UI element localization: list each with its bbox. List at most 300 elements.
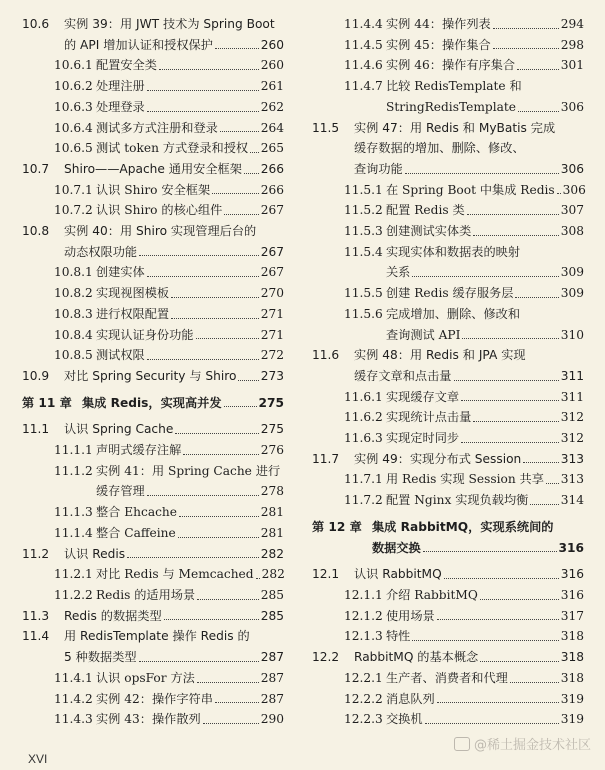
toc-page-number: 265 (260, 141, 284, 156)
dot-leader (493, 28, 559, 29)
toc-entry-number: 11.3 (22, 608, 50, 623)
toc-page-number: 319 (560, 712, 584, 727)
toc-entry-number: 第 11 章 (22, 395, 72, 410)
toc-entry-number: 12.1 (312, 567, 340, 582)
toc-entry[interactable] (22, 544, 284, 565)
toc-entry-title: 测试 token 方式登录和授权 (96, 141, 249, 156)
toc-entry-title: 测试多方式注册和登录 (96, 120, 218, 135)
toc-page-number: 285 (260, 587, 284, 602)
toc-entry[interactable] (22, 138, 284, 159)
toc-entry-number: 10.6.4 (54, 120, 93, 135)
toc-page-number: 260 (260, 58, 284, 73)
toc-page-number: 278 (260, 484, 284, 499)
toc-entry[interactable] (22, 97, 284, 118)
toc-entry-number: 12.1.1 (344, 587, 383, 602)
dot-leader (515, 297, 558, 298)
toc-entry-title: 用 RedisTemplate 操作 Redis 的 (64, 629, 250, 644)
toc-entry-title: 认识 Shiro 的核心组件 (96, 203, 223, 218)
toc-page-number: 275 (260, 422, 284, 437)
dot-leader (480, 599, 559, 600)
toc-entry-title: 配置 Redis 类 (386, 203, 465, 218)
toc-page-number: 316 (558, 540, 584, 555)
toc-entry[interactable] (22, 709, 284, 730)
toc-page-number: 313 (560, 472, 584, 487)
toc-right-column (312, 14, 584, 730)
toc-entry[interactable] (22, 564, 284, 585)
toc-entry[interactable] (312, 407, 584, 428)
toc-entry-title: 介绍 RabbitMQ (386, 587, 478, 602)
toc-page-number: 312 (560, 431, 584, 446)
toc-entry-title: 实例 39：用 JWT 技术为 Spring Boot (64, 17, 275, 31)
toc-page-number: 276 (260, 443, 284, 458)
toc-entry-number: 10.7 (22, 161, 50, 176)
toc-entry-number: 10.6.5 (54, 141, 93, 156)
toc-entry[interactable] (312, 283, 584, 304)
toc-entry-number: 11.4.5 (344, 37, 383, 52)
toc-page-number: 267 (260, 203, 284, 218)
toc-entry[interactable] (22, 200, 284, 221)
dot-leader (220, 131, 259, 132)
dot-leader (224, 214, 258, 215)
toc-entry-number: 11.4.3 (54, 712, 93, 727)
dot-leader (462, 338, 558, 339)
dot-leader (405, 173, 559, 174)
toc-entry-number: 第 12 章 (312, 519, 362, 534)
dot-leader (518, 111, 559, 112)
dot-leader (244, 173, 259, 174)
toc-page-number: 314 (560, 493, 584, 508)
toc-page-number: 270 (260, 286, 284, 301)
toc-entry-title: 整合 Caffeine (96, 525, 176, 540)
toc-entry[interactable] (312, 428, 584, 449)
toc-entry-title: 实现统计点击量 (386, 410, 472, 425)
toc-entry[interactable] (22, 221, 284, 262)
toc-page-number: 281 (260, 525, 284, 540)
toc-entry[interactable] (312, 180, 584, 201)
dot-leader (437, 619, 559, 620)
toc-entry-number: 11.4.1 (54, 670, 93, 685)
toc-page-number: 273 (260, 368, 284, 383)
dot-leader (147, 276, 259, 277)
toc-page-number: 271 (260, 306, 284, 321)
toc-entry[interactable] (22, 283, 284, 304)
toc-entry[interactable] (22, 523, 284, 544)
toc-entry-title: 整合 Ehcache (96, 505, 177, 520)
toc-page-number: 272 (260, 348, 284, 363)
dot-leader (203, 723, 259, 724)
toc-entry-number: 11.6 (312, 348, 340, 363)
toc-entry-number: 10.6 (22, 17, 50, 31)
toc-left-column (22, 14, 284, 730)
dot-leader (557, 193, 561, 194)
toc-entry-number: 11.1 (22, 422, 50, 437)
toc-entry[interactable] (22, 440, 284, 461)
toc-entry-title: 缓存文章和点击量 (354, 368, 452, 383)
toc-entry-number: 11.5.2 (344, 203, 383, 218)
toc-entry-title: 认识 Redis (64, 546, 126, 561)
watermark-text: @稀土掘金技术社区 (473, 738, 591, 753)
toc-entry-title: 认识 opsFor 方法 (96, 670, 195, 685)
juejin-logo-icon (454, 737, 470, 751)
toc-page-number: 311 (560, 389, 584, 404)
toc-entry-title: 测试权限 (96, 348, 145, 363)
toc-page-number: 261 (260, 79, 284, 94)
dot-leader (530, 504, 558, 505)
toc-page-number: 290 (260, 712, 284, 727)
dot-leader (178, 537, 259, 538)
toc-page-number: 267 (260, 265, 284, 280)
toc-entry-title: 使用场景 (386, 608, 435, 623)
toc-entry-title: 集成 RabbitMQ，实现系统间的 (372, 519, 554, 534)
dot-leader (171, 318, 259, 319)
toc-page-number: 313 (560, 451, 584, 466)
dot-leader (197, 682, 259, 683)
toc-entry[interactable] (312, 689, 584, 710)
toc-entry-number: 10.7.2 (54, 203, 93, 218)
toc-page-number: 317 (560, 608, 584, 623)
dot-leader (510, 682, 559, 683)
toc-entry[interactable] (312, 118, 584, 180)
toc-page-number: 287 (260, 650, 284, 665)
toc-entry-title: 实例 42：操作字符串 (96, 691, 213, 706)
dot-leader (412, 640, 558, 641)
toc-entry-number: 10.9 (22, 368, 50, 383)
toc-entry-title: 消息队列 (386, 691, 435, 706)
dot-leader (454, 380, 559, 381)
toc-entry-title: 配置安全类 (96, 58, 157, 73)
toc-entry-number: 12.2.3 (344, 712, 383, 727)
toc-entry-number: 11.6.3 (344, 431, 383, 446)
dot-leader (423, 551, 557, 552)
toc-entry-title: 创建 Redis 缓存服务层 (386, 286, 514, 301)
toc-entry[interactable] (22, 366, 284, 387)
toc-page-number: 311 (560, 368, 584, 383)
toc-page-number: 316 (560, 587, 584, 602)
toc-entry-title: 实例 41：用 Spring Cache 进行 (96, 463, 281, 478)
toc-entry[interactable] (312, 564, 584, 585)
toc-entry-number: 11.5.3 (344, 224, 383, 239)
toc-entry-title: 实例 44：操作列表 (386, 17, 491, 31)
toc-entry-title: 的 API 增加认证和授权保护 (64, 37, 213, 52)
toc-entry-title: 配置 Nginx 实现负载均衡 (386, 493, 529, 508)
toc-page-number: 287 (260, 691, 284, 706)
toc-chapter[interactable] (22, 393, 284, 414)
toc-entry-title: 实现视图模板 (96, 286, 170, 301)
toc-entry-number: 10.7.1 (54, 182, 93, 197)
toc-entry-number: 11.5.5 (344, 286, 383, 301)
toc-entry-title: 实例 47：用 Redis 和 MyBatis 完成 (354, 120, 556, 135)
toc-entry-number: 11.2 (22, 546, 50, 561)
toc-entry[interactable] (22, 262, 284, 283)
dot-leader (473, 421, 558, 422)
toc-page-number: 310 (560, 327, 584, 342)
toc-entry-number: 10.6.3 (54, 99, 93, 114)
dot-leader (215, 702, 259, 703)
toc-page-number: 264 (260, 120, 284, 135)
toc-entry[interactable] (22, 180, 284, 201)
toc-page-number: 266 (260, 161, 284, 176)
toc-entry-title: 集成 Redis，实现高并发 (82, 395, 222, 410)
dot-leader (139, 661, 259, 662)
toc-entry-number: 11.1.1 (54, 443, 93, 458)
toc-entry[interactable] (22, 325, 284, 346)
dot-leader (127, 557, 259, 558)
toc-page-number: 260 (260, 37, 284, 52)
dot-leader (238, 380, 258, 381)
dot-leader (546, 483, 559, 484)
toc-entry-number: 12.2.2 (344, 691, 383, 706)
dot-leader (467, 214, 559, 215)
toc-entry[interactable] (312, 668, 584, 689)
dot-leader (461, 400, 559, 401)
toc-entry-number: 11.5.6 (344, 306, 383, 321)
dot-leader (197, 599, 259, 600)
toc-page-number: 266 (260, 182, 284, 197)
toc-entry[interactable] (22, 626, 284, 667)
toc-entry[interactable] (312, 55, 584, 76)
toc-entry-title: 生产者、消费者和代理 (386, 670, 508, 685)
toc-entry-title: 实现缓存文章 (386, 389, 460, 404)
dot-leader (159, 69, 259, 70)
toc-entry-title: 认识 Shiro 安全框架 (96, 182, 211, 197)
dot-leader (183, 454, 258, 455)
toc-entry-title: 创建实体 (96, 265, 145, 280)
toc-entry[interactable] (22, 55, 284, 76)
toc-entry[interactable] (312, 35, 584, 56)
dot-leader (179, 516, 259, 517)
toc-entry[interactable] (312, 304, 584, 345)
dot-leader (412, 276, 558, 277)
toc-entry[interactable] (312, 585, 584, 606)
toc-entry-title: 实例 45：操作集合 (386, 37, 491, 52)
toc-entry-number: 11.4.4 (344, 17, 383, 31)
toc-entry[interactable] (312, 76, 584, 117)
toc-entry[interactable] (312, 709, 584, 730)
toc-entry-number: 10.6.1 (54, 58, 93, 73)
toc-entry-number: 11.4.7 (344, 79, 383, 94)
toc-entry[interactable] (312, 449, 584, 470)
dot-leader (256, 578, 260, 579)
toc-entry[interactable] (312, 242, 584, 283)
toc-entry-title: 认识 Spring Cache (64, 422, 174, 437)
toc-entry-title: 实现定时同步 (386, 431, 460, 446)
toc-entry-number: 11.1.3 (54, 505, 93, 520)
dot-leader (147, 495, 259, 496)
toc-page-number: 319 (560, 691, 584, 706)
toc-entry[interactable] (312, 647, 584, 668)
dot-leader (147, 359, 259, 360)
dot-leader (164, 619, 259, 620)
toc-page-number: 282 (260, 546, 284, 561)
toc-entry-title: 认识 RabbitMQ (354, 567, 442, 582)
dot-leader (139, 255, 259, 256)
toc-entry-number: 11.6.2 (344, 410, 383, 425)
toc-entry-title: 5 种数据类型 (64, 650, 137, 665)
dot-leader (425, 723, 559, 724)
toc-page-number: 275 (258, 395, 284, 410)
toc-entry[interactable] (312, 14, 584, 35)
toc-page-number: 262 (260, 99, 284, 114)
toc-entry-title: Shiro——Apache 通用安全框架 (64, 161, 242, 176)
toc-entry-title: 实例 40：用 Shiro 实现管理后台的 (64, 224, 257, 239)
toc-entry[interactable] (312, 387, 584, 408)
toc-entry[interactable] (312, 626, 584, 647)
toc-entry-title: 查询测试 API (386, 327, 461, 342)
toc-entry-number: 10.6.2 (54, 79, 93, 94)
dot-leader (461, 442, 559, 443)
dot-leader (215, 48, 259, 49)
toc-entry[interactable] (312, 606, 584, 627)
toc-page-number: 318 (560, 629, 584, 644)
toc-page-number: 318 (560, 670, 584, 685)
toc-entry-title: 缓存数据的增加、删除、修改、 (354, 141, 525, 156)
toc-page-number: 309 (560, 265, 584, 280)
toc-entry-title: 动态权限功能 (64, 244, 138, 259)
toc-entry[interactable] (312, 200, 584, 221)
toc-entry-number: 12.1.3 (344, 629, 383, 644)
toc-page-number: 271 (260, 327, 284, 342)
watermark (454, 734, 591, 753)
toc-page-number: 267 (260, 244, 284, 259)
toc-entry-number: 11.4.6 (344, 58, 383, 73)
toc-entry-number: 11.5.4 (344, 244, 383, 259)
toc-entry-title: 处理注册 (96, 79, 145, 94)
dot-leader (250, 152, 259, 153)
toc-entry-title: 对比 Spring Security 与 Shiro (64, 368, 237, 383)
toc-entry-title: 在 Spring Boot 中集成 Redis (386, 182, 555, 197)
toc-entry[interactable] (312, 490, 584, 511)
toc-page-number: 309 (560, 286, 584, 301)
toc-entry-number: 10.8.3 (54, 306, 93, 321)
toc-entry-title: Redis 的数据类型 (64, 608, 162, 623)
toc-entry[interactable] (22, 502, 284, 523)
dot-leader (523, 462, 558, 463)
toc-entry-title: 实现实体和数据表的映射 (386, 244, 521, 259)
dot-leader (517, 69, 559, 70)
toc-entry-number: 10.8.4 (54, 327, 93, 342)
dot-leader (212, 193, 259, 194)
toc-entry-number: 11.2.2 (54, 587, 93, 602)
toc-entry-title: 实例 49：实现分布式 Session (354, 451, 522, 466)
toc-page-number: 285 (260, 608, 284, 623)
toc-entry-title: Redis 的适用场景 (96, 587, 196, 602)
toc-entry-number: 11.7.1 (344, 472, 383, 487)
toc-page-number: 306 (562, 182, 586, 197)
dot-leader (473, 235, 558, 236)
toc-entry-title: 用 Redis 实现 Session 共享 (386, 472, 544, 487)
toc-entry[interactable] (22, 76, 284, 97)
toc-entry-title: 完成增加、删除、修改和 (386, 306, 521, 321)
toc-entry[interactable] (22, 419, 284, 440)
dot-leader (175, 433, 258, 434)
toc-entry-number: 12.2.1 (344, 670, 383, 685)
toc-entry-number: 11.1.2 (54, 463, 93, 478)
toc-entry[interactable] (22, 689, 284, 710)
dot-leader (493, 48, 559, 49)
toc-entry-number: 11.5 (312, 120, 340, 135)
dot-leader (171, 297, 259, 298)
toc-entry-title: 交换机 (386, 712, 423, 727)
toc-entry[interactable] (312, 345, 584, 386)
toc-entry-number: 10.8.1 (54, 265, 93, 280)
dot-leader (147, 90, 259, 91)
toc-entry[interactable] (22, 118, 284, 139)
toc-entry-title: 数据交换 (372, 540, 421, 555)
page-number: XVI (28, 752, 48, 766)
toc-entry-title: 进行权限配置 (96, 306, 170, 321)
toc-entry[interactable] (22, 159, 284, 180)
toc-page-number: 312 (560, 410, 584, 425)
toc-page-number: 281 (260, 505, 284, 520)
toc-entry-number: 11.7.2 (344, 493, 383, 508)
toc-page-number: 298 (560, 37, 584, 52)
toc-entry[interactable] (22, 668, 284, 689)
toc-chapter[interactable] (312, 517, 584, 558)
toc-entry-title: 比较 RedisTemplate 和 (386, 79, 522, 94)
toc-page-number: 316 (560, 567, 584, 582)
toc-page-number: 306 (560, 161, 584, 176)
toc-entry-title: 创建测试实体类 (386, 224, 472, 239)
dot-leader (437, 702, 559, 703)
toc-entry-number: 11.5.1 (344, 182, 383, 197)
toc-entry-title: 实例 43：操作散列 (96, 712, 201, 727)
toc-entry[interactable] (22, 345, 284, 366)
toc-page-number: 294 (560, 17, 584, 31)
toc-entry[interactable] (312, 469, 584, 490)
toc-entry-number: 12.2 (312, 650, 340, 665)
toc-entry-number: 11.4.2 (54, 691, 93, 706)
toc-entry-title: 关系 (386, 265, 411, 280)
toc-entry-title: 声明式缓存注解 (96, 443, 182, 458)
toc-entry-title: 特性 (386, 629, 411, 644)
toc-entry-number: 12.1.2 (344, 608, 383, 623)
toc-entry[interactable] (22, 461, 284, 502)
toc-entry[interactable] (22, 304, 284, 325)
toc-entry-number: 10.8.2 (54, 286, 93, 301)
toc-entry-title: 实现认证身份功能 (96, 327, 194, 342)
toc-entry-title: 查询功能 (354, 161, 403, 176)
toc-entry[interactable] (22, 585, 284, 606)
toc-entry-title: RabbitMQ 的基本概念 (354, 650, 479, 665)
dot-leader (196, 338, 259, 339)
toc-entry-number: 11.7 (312, 451, 340, 466)
toc-entry-number: 11.6.1 (344, 389, 383, 404)
toc-entry-number: 11.4 (22, 629, 50, 644)
toc-entry-title: 实例 48：用 Redis 和 JPA 实现 (354, 348, 526, 363)
toc-entry[interactable] (312, 221, 584, 242)
toc-page-number: 287 (260, 670, 284, 685)
toc-entry-title: 实例 46：操作有序集合 (386, 58, 516, 73)
toc-page-number: 318 (560, 650, 584, 665)
toc-entry-number: 10.8 (22, 224, 50, 239)
toc-entry-title: 对比 Redis 与 Memcached (96, 567, 254, 582)
dot-leader (147, 111, 259, 112)
toc-entry-title: 缓存管理 (96, 484, 145, 499)
dot-leader (480, 661, 559, 662)
dot-leader (224, 406, 257, 407)
toc-entry-title: 处理登录 (96, 99, 145, 114)
toc-page-number: 301 (560, 58, 584, 73)
toc-entry[interactable] (22, 606, 284, 627)
toc-page-number: 308 (560, 224, 584, 239)
toc-page-number: 282 (261, 567, 285, 582)
toc-page-number: 306 (560, 99, 584, 114)
toc-entry-title: StringRedisTemplate (386, 99, 516, 114)
toc-entry-number: 11.1.4 (54, 525, 93, 540)
toc-entry[interactable] (22, 14, 284, 55)
toc-entry-number: 11.2.1 (54, 567, 93, 582)
dot-leader (444, 578, 559, 579)
